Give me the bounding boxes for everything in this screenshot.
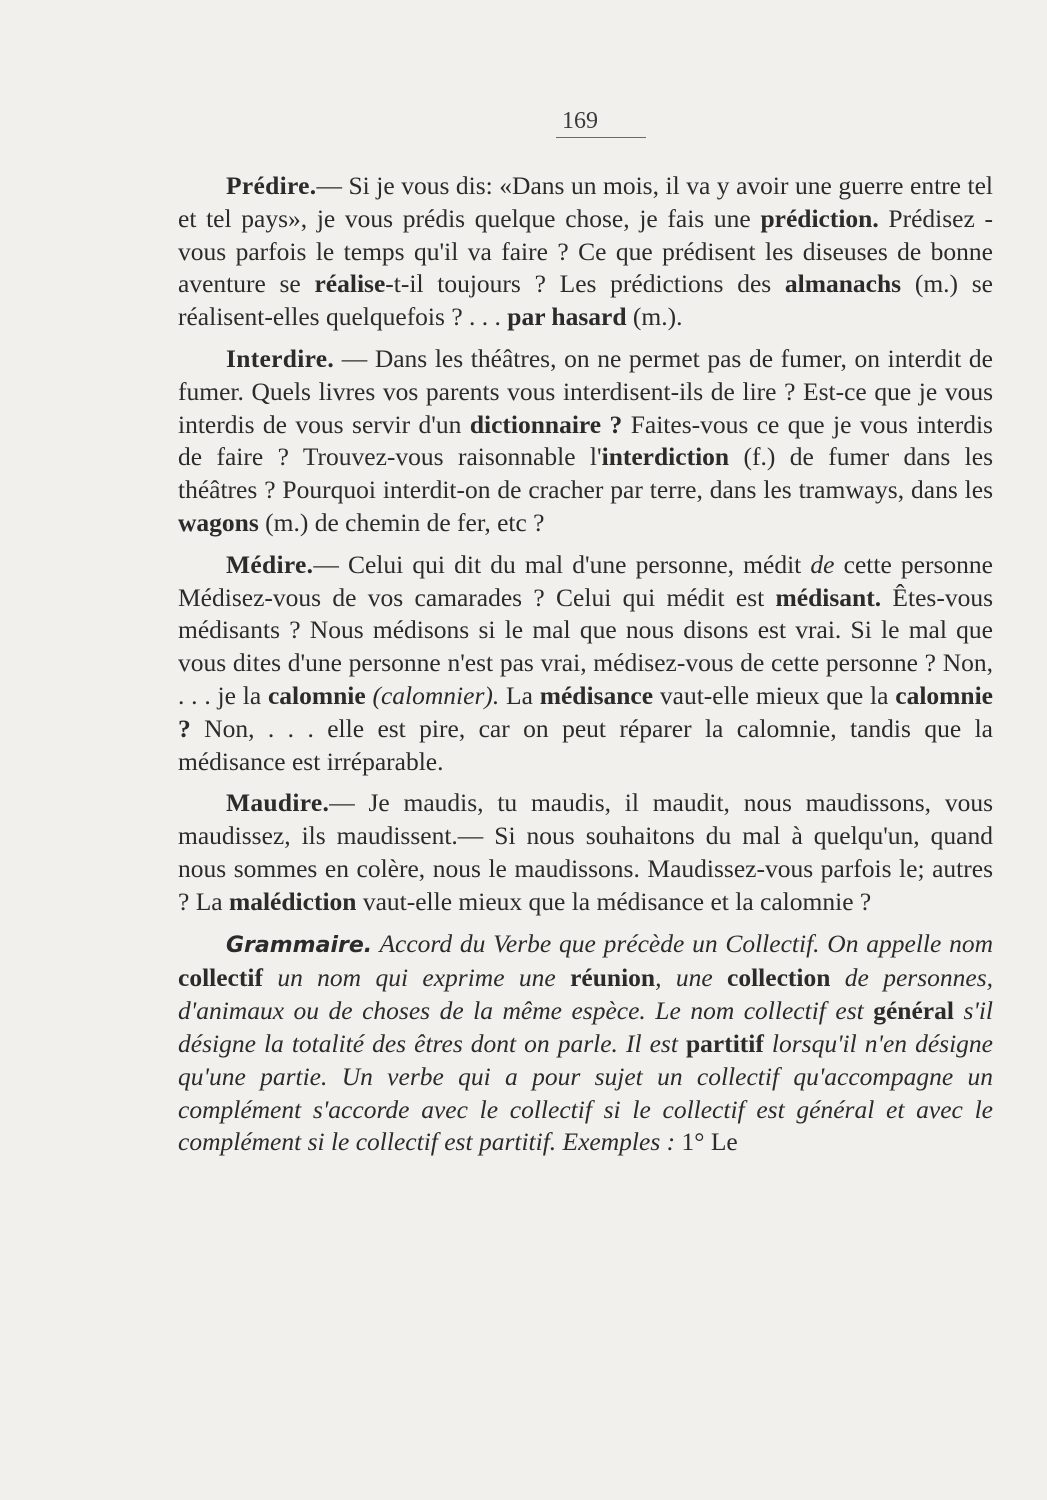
maudire-text-2: vaut-elle mieux que la médisance et la calomnie ? xyxy=(356,886,872,916)
keyword-realise: réalise xyxy=(314,269,386,299)
predire-text-4: (m.) se réalisent-elles quelquefois ? . . . xyxy=(178,269,993,332)
medire-italic-de: de xyxy=(810,549,835,579)
predire-text-2: Prédisez - vous parfois le temps qu'il va faire ? Ce que prédisent les diseuses de bonne aventure se xyxy=(178,203,993,299)
grammar-heading: Grammaire. xyxy=(226,932,373,958)
paragraph-interdire xyxy=(178,343,993,540)
keyword-wagons: wagons xyxy=(178,507,259,537)
keyword-almanachs: almanachs xyxy=(784,269,902,299)
medire-text-4: La xyxy=(499,680,540,710)
grammar-text-7: 1° Le xyxy=(681,1127,738,1157)
keyword-medisance: médisance xyxy=(539,680,654,710)
keyword-dictionnaire: dictionnaire ? xyxy=(469,409,623,439)
predire-text-3: -t-il toujours ? Les prédictions des xyxy=(385,269,785,299)
term-maudire: Maudire. xyxy=(226,788,330,818)
keyword-collection: collection xyxy=(727,963,831,993)
keyword-malediction: malédiction xyxy=(228,886,357,916)
paragraph-grammaire xyxy=(178,928,993,1160)
grammar-text-3: , une xyxy=(655,963,728,993)
interdire-text-4: (m.) de chemin de fer, etc ? xyxy=(258,507,545,537)
keyword-general: général xyxy=(873,996,954,1026)
predire-text-5: (m.). xyxy=(626,302,683,332)
interdire-text-3: (f.) de fumer dans les théâtres ? Pourquoi interdit-on de cracher par terre, dans les tramways, dans les xyxy=(178,442,994,505)
medire-italic-calomnier: (calomnier). xyxy=(365,680,500,710)
keyword-partitif: partitif xyxy=(685,1028,764,1058)
keyword-interdiction: interdiction xyxy=(601,442,730,472)
keyword-medisant: médisant. xyxy=(775,582,882,612)
page-body xyxy=(178,170,993,1159)
interdire-text-1: — Dans les théâtres, on ne permet pas de fumer, on interdit de fumer. Quels livres vos parents vous interdisent-ils de lire ? Est-ce que je vous interdis de vous servir d'un xyxy=(178,343,993,439)
term-medire: Médire. xyxy=(226,549,314,579)
grammar-text-5: s'il désigne la totalité des êtres dont on parle. Il est xyxy=(178,996,994,1058)
interdire-text-2: Faites-vous ce que je vous interdis de faire ? Trouvez-vous raisonnable l' xyxy=(178,409,993,472)
medire-text-2: cette personne Médisez-vous de vos camarades ? Celui qui médit est xyxy=(178,549,993,612)
medire-text-5: vaut-elle mieux que la xyxy=(653,680,896,710)
page-number-rule xyxy=(556,137,646,138)
grammar-text-2: un nom qui exprime une xyxy=(262,963,571,993)
keyword-par-hasard: par hasard xyxy=(507,302,627,332)
grammar-text-6: lorsqu'il n'en désigne qu'une partie. Un verbe qui a pour sujet un collectif qu'accompagne un complément s'accorde avec le collectif si le collectif est général et avec le complément si le collectif est partitif. Exemples : xyxy=(178,1028,993,1157)
term-predire: Prédire. xyxy=(226,171,317,200)
paragraph-predire xyxy=(178,170,993,334)
grammar-text-1: Accord du Verbe que précède un Collectif. On appelle nom xyxy=(372,928,993,958)
term-interdire: Interdire. xyxy=(226,343,335,373)
medire-text-3: Êtes-vous médisants ? Nous médisons si le mal que nous disons est vrai. Si le mal que vous dites d'une personne n'est pas vrai, médisez-vous de cette personne ? Non, . . . je la xyxy=(178,582,993,710)
medire-text-6: Non, . . . elle est pire, car on peut réparer la calomnie, tandis que la médisance est irréparable. xyxy=(178,713,993,776)
keyword-calomnie: calomnie xyxy=(267,680,366,710)
maudire-text-1: — Je maudis, tu maudis, il maudit, nous maudissons, vous maudissez, ils maudissent.— Si nous souhaitons du mal à quelqu'un, quand nous sommes en colère, nous le maudissons. Maudissez-vous parfois le; autres ? La xyxy=(178,788,993,916)
medire-text-1: — Celui qui dit du mal d'une personne, médit xyxy=(313,549,811,579)
predire-text-1: — Si je vous dis: «Dans un mois, il va y avoir une guerre entre tel et tel pays», je vous prédis quelque chose, je fais une xyxy=(178,171,993,233)
keyword-reunion: réunion xyxy=(570,963,656,993)
paragraph-maudire xyxy=(178,787,993,918)
keyword-prediction: prédiction. xyxy=(760,203,879,233)
keyword-collectif: collectif xyxy=(178,963,263,993)
page-number: 169 xyxy=(562,108,598,134)
grammar-text-4: de personnes, d'animaux ou de choses de la même espèce. Le nom collectif est xyxy=(178,963,993,1026)
paragraph-medire xyxy=(178,549,993,779)
keyword-calomnie-question: calomnie ? xyxy=(178,680,993,743)
